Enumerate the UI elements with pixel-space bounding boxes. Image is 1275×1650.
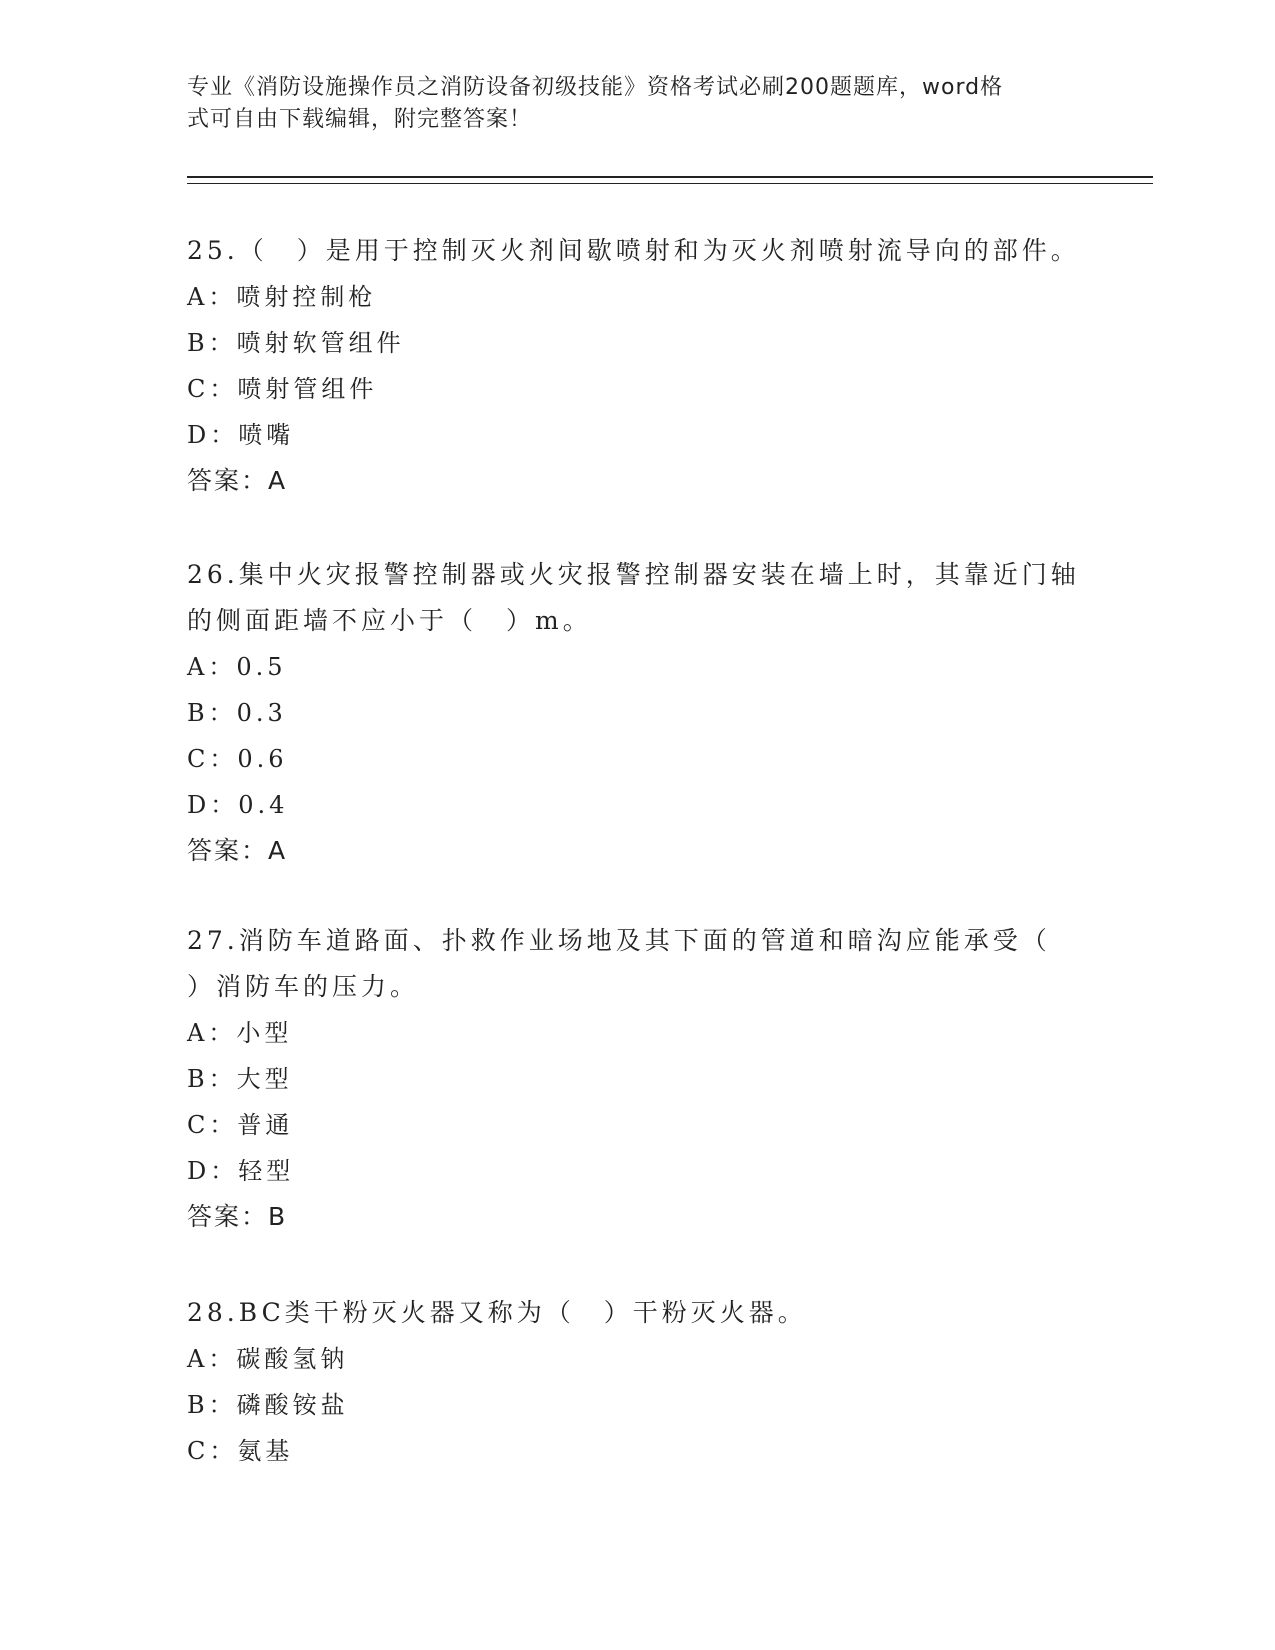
option-c: C：喷射管组件 xyxy=(187,375,378,403)
question-text: 28.BC类干粉灭火器又称为（ ）干粉灭火器。 xyxy=(187,1298,807,1327)
question-text-continued: ）消防车的压力。 xyxy=(187,972,420,1001)
option-b: B：喷射软管组件 xyxy=(187,329,405,357)
question-text: 26.集中火灾报警控制器或火灾报警控制器安装在墙上时，其靠近门轴 xyxy=(187,560,1080,589)
option-d: D：轻型 xyxy=(187,1157,295,1185)
question-28 xyxy=(187,1290,1087,1474)
answer: 答案：B xyxy=(187,1202,288,1231)
option-c: C：氨基 xyxy=(187,1437,294,1465)
answer: 答案：A xyxy=(187,466,288,495)
question-25 xyxy=(187,228,1087,504)
question-text-continued: 的侧面距墙不应小于（ ）m。 xyxy=(187,606,592,635)
option-c: C：普通 xyxy=(187,1111,294,1139)
header-divider xyxy=(187,176,1153,184)
question-text: 25.（ ）是用于控制灭火剂间歇喷射和为灭火剂喷射流导向的部件。 xyxy=(187,236,1080,265)
option-b: B：大型 xyxy=(187,1065,293,1093)
option-a: A：小型 xyxy=(187,1019,293,1047)
document-header xyxy=(187,72,1067,136)
option-a: A：0.5 xyxy=(187,653,287,681)
option-c: C：0.6 xyxy=(187,745,288,773)
header-line-1: 专业《消防设施操作员之消防设备初级技能》资格考试必刷200题题库，word格 xyxy=(187,75,1004,100)
option-d: D：0.4 xyxy=(187,791,289,819)
header-line-2: 式可自由下载编辑，附完整答案！ xyxy=(187,107,533,132)
option-b: B：0.3 xyxy=(187,699,287,727)
question-26 xyxy=(187,552,1087,874)
option-d: D：喷嘴 xyxy=(187,421,295,449)
answer: 答案：A xyxy=(187,836,288,865)
option-a: A：喷射控制枪 xyxy=(187,283,377,311)
question-text: 27.消防车道路面、扑救作业场地及其下面的管道和暗沟应能承受（ xyxy=(187,926,1051,955)
question-27 xyxy=(187,918,1087,1240)
option-b: B：磷酸铵盐 xyxy=(187,1391,349,1419)
option-a: A：碳酸氢钠 xyxy=(187,1345,349,1373)
